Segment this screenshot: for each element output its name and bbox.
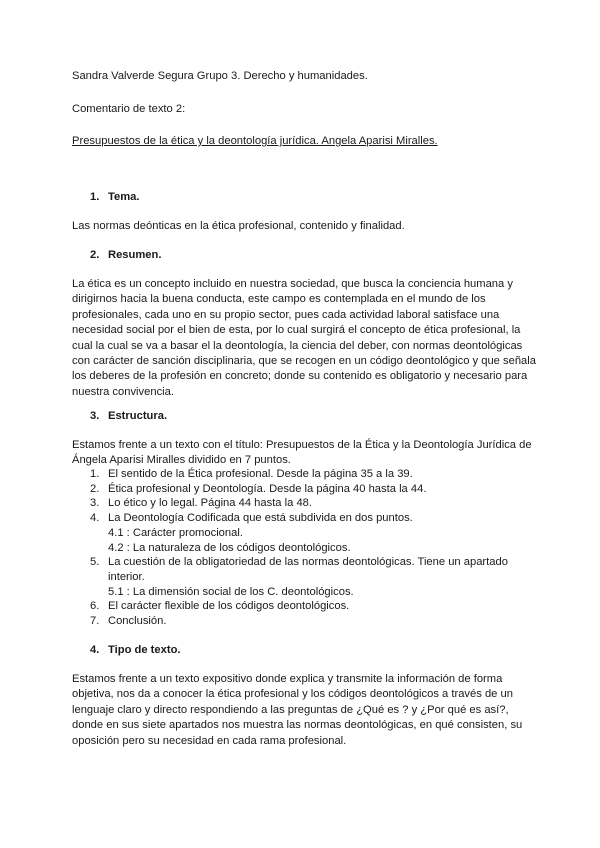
- author-line: Sandra Valverde Segura Grupo 3. Derecho y humanidades.: [72, 70, 368, 82]
- list-subitem: 5.1 : La dimensión social de los C. deontológicos.: [108, 585, 354, 598]
- section-number: 3.: [90, 410, 100, 422]
- comment-label: Comentario de texto 2:: [72, 103, 186, 115]
- list-item: 2. Ética profesional y Deontología. Desde la página 40 hasta la 44.: [90, 482, 427, 495]
- source-title: Presupuestos de la ética y la deontología jurídica. Angela Aparisi Miralles.: [72, 135, 438, 147]
- list-item: 7. Conclusión.: [90, 615, 167, 628]
- estructura-intro: Estamos frente a un texto con el título: Presupuestos de la Ética y la Deontología Jurídica de Ángela Aparisi Miralles dividido en 7 puntos.: [72, 439, 532, 467]
- tipo-text: Estamos frente a un texto expositivo donde explica y transmite la información de forma objetiva, nos da a conocer la ética profesional y los códigos deontológicos a través de un lenguaje claro y directo respondiendo a las preguntas de ¿Qué es ? y ¿Por qué es así?, donde en sus siete apartados nos muestra las normas deontológicas, en qué consisten, su oposición pero su necesidad en cada rama profesional.: [72, 673, 523, 747]
- section-heading-resumen: [90, 248, 161, 263]
- section-heading-tema: [90, 190, 140, 205]
- section-title: Tema.: [108, 191, 140, 203]
- section-title: Tipo de texto.: [108, 644, 181, 656]
- list-item: 3. Lo ético y lo legal. Página 44 hasta la 48.: [90, 497, 313, 510]
- section-number: 4.: [90, 644, 100, 656]
- list-item: 6. El carácter flexible de los códigos deontológicos.: [90, 600, 350, 613]
- tema-text: Las normas deónticas en la ética profesional, contenido y finalidad.: [72, 220, 405, 232]
- list-subitem: 4.2 : La naturaleza de los códigos deontológicos.: [108, 541, 351, 554]
- list-subitem: 4.1 : Carácter promocional.: [108, 526, 243, 539]
- section-number: 2.: [90, 249, 100, 261]
- section-heading-tipo: [90, 643, 181, 658]
- list-item: 1. El sentido de la Ética profesional. Desde la página 35 a la 39.: [90, 468, 413, 480]
- estructura-list: [90, 467, 530, 629]
- section-title: Resumen.: [108, 249, 162, 261]
- list-item: 4. La Deontología Codificada que está subdivida en dos puntos.: [90, 512, 413, 525]
- list-item: 5. La cuestión de la obligatoriedad de las normas deontológicas. Tiene un apartado interior.: [90, 556, 508, 583]
- section-heading-estructura: [90, 409, 167, 424]
- section-title: Estructura.: [108, 410, 168, 422]
- resumen-text: La ética es un concepto incluido en nuestra sociedad, que busca la conciencia humana y dirigirnos hacia la buena conducta, este campo es contemplada en el mundo de los profesionales, cada uno en su propio sector, pues cada actividad laboral satisface una necesidad social por el bien de esta, por lo cual surgirá el concepto de ética profesional, la cual la cual se va a basar el la deontología, la ciencia del deber, con normas deontológicas con carácter de sanción disciplinaria, que se recogen en un código deontológico y que señala los deberes de la profesión en concreto; donde su contenido es obligatorio y necesario para nuestra convivencia.: [72, 278, 536, 398]
- section-number: 1.: [90, 191, 100, 203]
